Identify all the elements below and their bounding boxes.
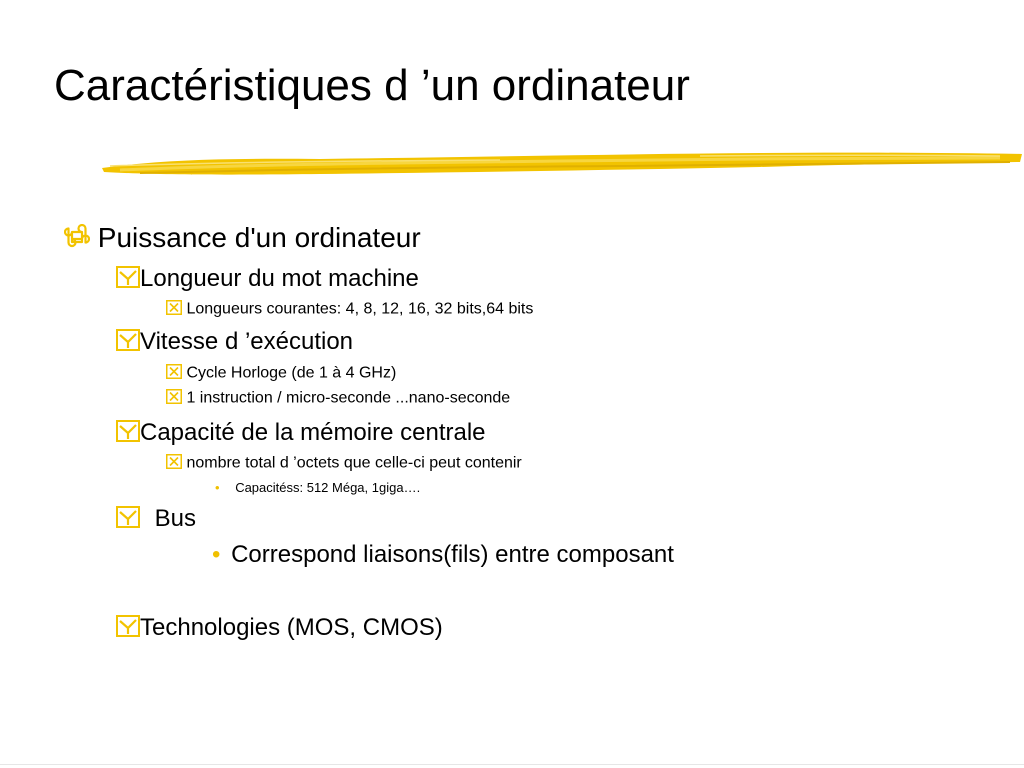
- list-item-label: Technologies (MOS, CMOS): [140, 613, 443, 641]
- list-item: [212, 543, 674, 567]
- cross-box-icon: [166, 300, 182, 319]
- check-box-icon: [116, 266, 140, 293]
- list-item-label: 1 instruction / micro-seconde ...nano-seconde: [186, 389, 511, 407]
- list-item: [166, 364, 396, 383]
- cross-box-icon: [166, 364, 182, 383]
- dot-bullet-icon: •: [212, 541, 221, 568]
- list-item: [116, 329, 353, 356]
- list-item: [166, 389, 510, 408]
- dot-bullet-icon: •: [215, 480, 220, 495]
- list-item: [116, 615, 443, 642]
- check-box-icon: [116, 506, 140, 533]
- list-item: [166, 300, 533, 319]
- list-item: [166, 454, 522, 473]
- cross-box-icon: [166, 454, 182, 473]
- list-item: [116, 506, 196, 533]
- list-item-label: Capacité de la mémoire centrale: [140, 418, 486, 446]
- list-item-label: Puissance d'un ordinateur: [97, 222, 421, 253]
- list-item-label: Vitesse d ’exécution: [140, 327, 354, 355]
- footer-divider: [0, 764, 1024, 765]
- cross-box-icon: [166, 389, 182, 408]
- list-item: [64, 224, 421, 255]
- slide-title: Caractéristiques d ’un ordinateur: [54, 61, 690, 110]
- list-item: [116, 420, 486, 447]
- list-item-label: Longueur du mot machine: [140, 264, 419, 292]
- list-item-label: nombre total d ’octets que celle-ci peut contenir: [186, 454, 522, 472]
- check-box-icon: [116, 420, 140, 447]
- list-item: [215, 481, 420, 494]
- list-item: [116, 266, 419, 293]
- list-item-label: Correspond liaisons(fils) entre composant: [231, 541, 674, 568]
- brush-stroke-divider: [100, 148, 1024, 184]
- command-key-icon: [64, 224, 90, 255]
- list-item-label: Longueurs courantes: 4, 8, 12, 16, 32 bits,64 bits: [186, 300, 534, 318]
- list-item-label: Cycle Horloge (de 1 à 4 GHz): [186, 364, 397, 382]
- check-box-icon: [116, 329, 140, 356]
- list-item-label: Bus: [154, 504, 197, 532]
- check-box-icon: [116, 615, 140, 642]
- list-item-label: Capacitéss: 512 Méga, 1giga….: [235, 480, 421, 495]
